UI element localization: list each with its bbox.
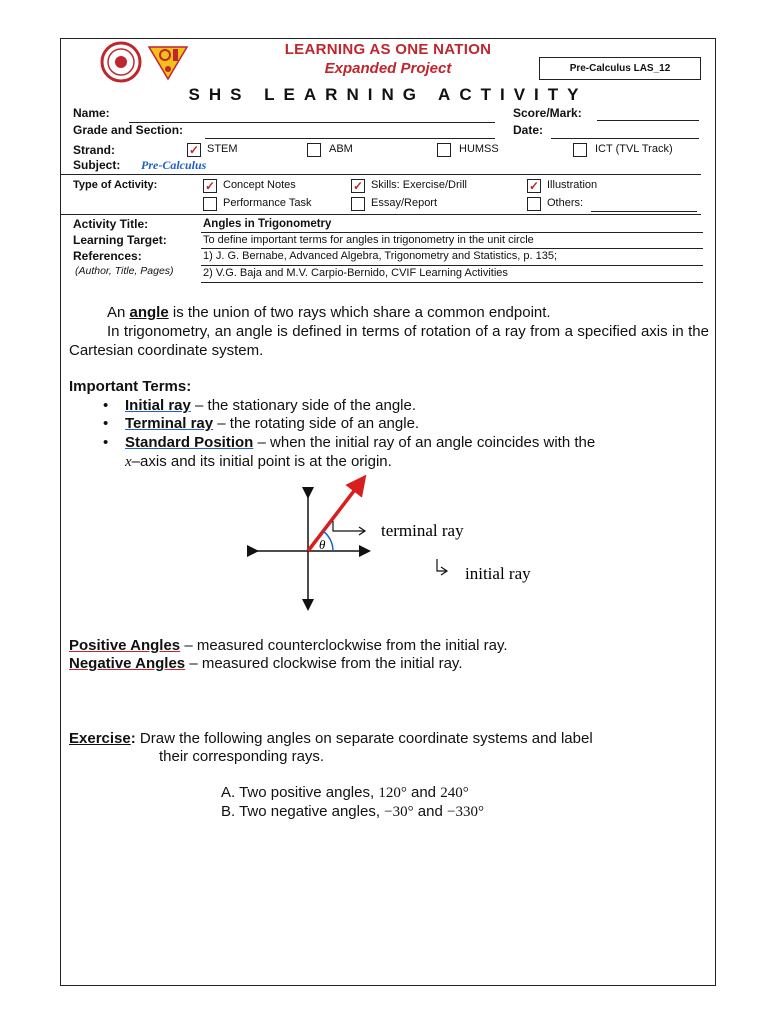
term-initial-ray-item: • <box>103 397 109 414</box>
negative-angles: Negative Angles – measured clockwise from the initial ray. <box>69 655 463 672</box>
exercise-instructions: Exercise: Draw the following angles on separate coordinate systems and label <box>69 730 593 747</box>
field-rule <box>201 265 703 266</box>
strand-ict-label: ICT (TVL Track) <box>595 143 673 155</box>
trig-angle-paragraph: In trigonometry, an angle is defined in terms of rotation of a ray from a specified axis in the Cartesian coordinate system. <box>69 323 709 359</box>
term-initial-ray: Initial ray – the stationary side of the angle. <box>125 397 417 414</box>
reference-1: 1) J. G. Bernabe, Advanced Algebra, Trigonometry and Statistics, p. 135; <box>203 250 558 262</box>
angle-definition: An angle is the union of two rays which share a common endpoint. <box>107 304 551 321</box>
reference-2: 2) V.G. Baja and M.V. Carpio-Bernido, CVIF Learning Activities <box>203 267 508 279</box>
learning-target-label: Learning Target: <box>73 233 167 247</box>
terminal-ray-label: terminal ray <box>381 521 464 540</box>
theta-label: θ <box>319 537 326 552</box>
positive-angles: Positive Angles – measured counterclockwise from the initial ray. <box>69 637 508 654</box>
term-standard-position-cont: x–axis and its initial point is at the origin. <box>125 453 392 470</box>
terminal-pointer <box>333 521 365 531</box>
grade-label: Grade and Section: <box>73 123 184 137</box>
score-field[interactable] <box>597 120 699 121</box>
field-rule <box>201 282 703 283</box>
terminal-ray-line <box>308 483 360 551</box>
exercise-drill-label: Skills: Exercise/Drill <box>371 179 467 191</box>
exercise-instructions-cont: their corresponding rays. <box>159 748 325 765</box>
performance-task-label: Performance Task <box>223 197 312 209</box>
activity-sheet <box>60 38 716 986</box>
illustration-label: Illustration <box>547 179 598 191</box>
concept-notes-label: Concept Notes <box>223 179 296 191</box>
others-field[interactable] <box>591 211 697 212</box>
subject-label: Subject: <box>73 158 121 172</box>
strand-stem-label: STEM <box>207 143 238 155</box>
angle-diagram <box>247 475 531 609</box>
field-rule <box>201 232 703 233</box>
strand-abm-checkbox[interactable] <box>307 143 321 157</box>
strand-humss-label: HUMSS <box>459 143 499 155</box>
essay-report-checkbox[interactable] <box>351 197 365 211</box>
las-code-box: Pre-Calculus LAS_12 <box>539 57 701 80</box>
others-label: Others: <box>547 197 584 209</box>
strand-humss-checkbox[interactable] <box>437 143 451 157</box>
strand-label: Strand: <box>73 143 115 157</box>
name-field[interactable] <box>129 122 495 123</box>
term-standard-position: Standard Position – when the initial ray of an angle coincides with the <box>125 434 596 451</box>
divider <box>61 174 701 175</box>
subject-value: Pre-Calculus <box>141 158 207 172</box>
exercise-item-b: B. Two negative angles, −30° and −330° <box>221 803 484 820</box>
name-label: Name: <box>73 106 110 120</box>
strand-stem-checkbox[interactable]: ✓ <box>188 143 200 157</box>
references-label: References: <box>73 249 142 263</box>
strand-ict-checkbox[interactable] <box>573 143 587 157</box>
divider <box>61 214 701 215</box>
learning-target-value: To define important terms for angles in trigonometry in the unit circle <box>203 234 534 246</box>
activity-title-label: Activity Title: <box>73 217 149 231</box>
exercise-drill-checkbox[interactable]: ✓ <box>352 179 364 193</box>
header-line2: Expanded Project <box>324 60 452 77</box>
term-terminal-ray: Terminal ray – the rotating side of an angle. <box>125 415 420 432</box>
term-terminal-ray-item: • <box>103 415 109 432</box>
essay-report-label: Essay/Report <box>371 197 438 209</box>
others-checkbox[interactable] <box>527 197 541 211</box>
concept-notes-checkbox[interactable]: ✓ <box>204 179 216 193</box>
exercise-item-a: A. Two positive angles, 120° and 240° <box>221 784 469 801</box>
terms-heading: Important Terms: <box>69 378 192 395</box>
performance-task-checkbox[interactable] <box>203 197 217 211</box>
strand-abm-label: ABM <box>329 143 353 155</box>
initial-ray-label: initial ray <box>465 564 531 583</box>
activity-title-value: Angles in Trigonometry <box>203 218 332 230</box>
term-angle: angle <box>129 304 169 321</box>
date-field[interactable] <box>551 138 699 139</box>
references-sublabel: (Author, Title, Pages) <box>75 265 174 277</box>
activity-type-label: Type of Activity: <box>73 179 158 191</box>
field-rule <box>201 248 703 249</box>
date-label: Date: <box>513 123 544 137</box>
illustration-checkbox[interactable]: ✓ <box>528 179 540 193</box>
initial-pointer <box>437 559 447 571</box>
grade-field[interactable] <box>205 138 495 139</box>
header-line1: LEARNING AS ONE NATION <box>284 41 492 58</box>
score-label: Score/Mark: <box>513 106 582 120</box>
term-standard-position-item: • <box>103 434 109 451</box>
page-title: SHS LEARNING ACTIVITY <box>188 85 588 104</box>
